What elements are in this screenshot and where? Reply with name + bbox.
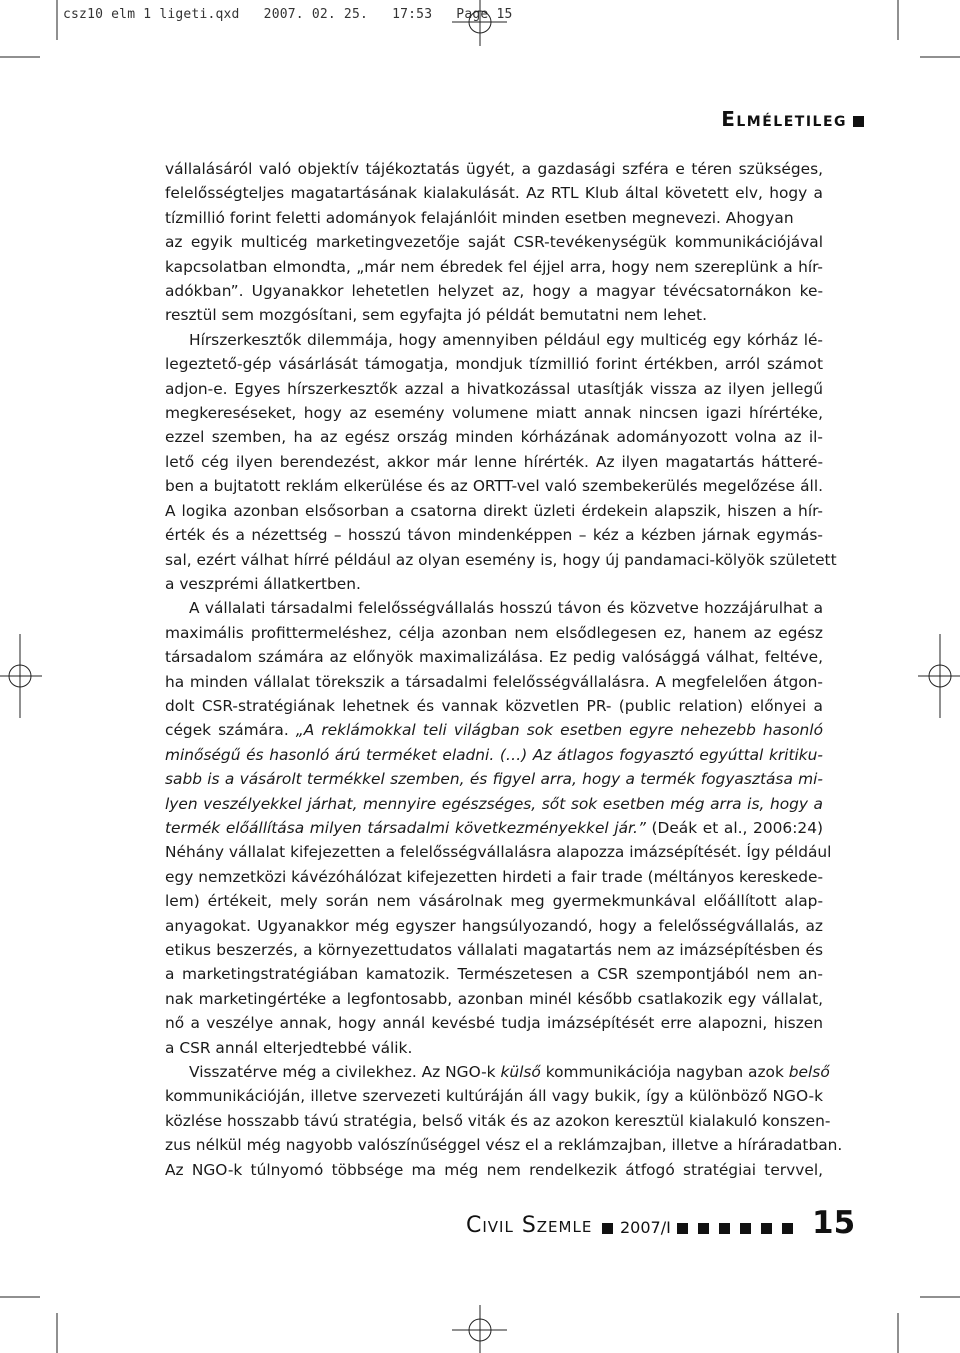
footer-square-icon — [698, 1223, 709, 1234]
text-run: Néhány vállalat kifejezetten a felelősségvállalásra alapozza imázsépítését. Így például — [165, 843, 832, 862]
text-run: felelősségteljes magatartásának kialakulását. Az RTL Klub által követett elv, hogy a — [165, 184, 823, 203]
text-run: A vállalati társadalmi felelősségvállalás hosszú távon és közvetve hozzájárulhat a — [189, 599, 823, 618]
italic-text: lyen veszélyekkel járhat, mennyire egészséges, sőt sok esetben még arra is, hogy a — [165, 794, 823, 813]
text-run: Hírszerkesztők dilemmája, hogy amennyiben például egy multicég egy kórház lé- — [189, 330, 823, 349]
footer-square-icon — [740, 1223, 751, 1234]
text-run: a marketingstratégiában kamatozik. Természetesen a CSR szempontjából nem an- — [165, 965, 823, 984]
text-line — [165, 792, 823, 816]
text-line — [165, 181, 823, 205]
text-line — [165, 987, 823, 1011]
text-run: lem) értékeit, mely során nem vásárolnak meg gyermekmunkával előállított alap- — [165, 892, 823, 911]
text-run: anyagokat. Ugyanakkor még egyszer hangsúlyozandó, hogy a felelősségvállalás, az — [165, 916, 823, 935]
text-line — [165, 816, 823, 840]
text-line — [165, 767, 823, 791]
text-line — [165, 670, 823, 694]
text-line — [165, 865, 823, 889]
text-line — [165, 328, 823, 352]
text-run: resztül sem mozgósítani, sem egyfajta jó példát bemutatni nem lehet. — [165, 306, 707, 325]
text-run: kommunikációja nagyban azok — [540, 1063, 789, 1082]
italic-text: belső — [788, 1063, 830, 1082]
footer-square-icon — [761, 1223, 772, 1234]
text-line — [165, 1036, 823, 1060]
text-line — [165, 499, 823, 523]
section-square-icon — [853, 116, 864, 127]
text-line — [165, 962, 823, 986]
registration-mark-top — [452, 0, 507, 46]
text-run: érték és a nézettség – hosszú távon mindenképpen – kéz a kézben járnak egymás- — [165, 526, 823, 545]
text-line — [165, 1060, 830, 1084]
text-line — [165, 425, 823, 449]
text-run: A logika azonban elsősorban a csatorna direkt üzleti érdekein alapszik, hiszen a hír- — [165, 501, 823, 520]
text-run: lető cég ilyen berendezést, akkor már lenne hírérték. Az ilyen magatartás hátteré- — [165, 452, 823, 471]
text-line — [165, 523, 823, 547]
issue-number: 2007/I — [620, 1218, 671, 1237]
text-run: megkereséseket, hogy az esemény volumene miatt annak nincsen igazi hírértéke, — [165, 404, 823, 423]
text-line — [165, 596, 823, 620]
text-run: kommunikációján, illetve szervezeti kultúráján áll vagy bukik, így a különböző NGO-k — [165, 1087, 823, 1106]
footer-square-icon — [782, 1223, 793, 1234]
journal-name: Civil Szemle — [466, 1213, 593, 1238]
text-run: sal, ezért válhat hírré például az olyan esemény is, hogy új pandamaci-kölyök született — [165, 550, 837, 569]
print-slug: csz10 elm 1 ligeti.qxd 2007. 02. 25. 17:53 Page 15 — [63, 7, 513, 22]
text-line — [165, 206, 823, 230]
text-line — [165, 352, 823, 376]
text-line — [165, 1084, 823, 1108]
text-line — [165, 1158, 823, 1182]
text-run: dolt CSR-stratégiának lehetnek és vannak közvetlen PR- (public relation) előnyei a — [165, 696, 823, 715]
italic-text: sabb is a vásárolt termékkel szemben, és figyel arra, hogy a termék fogyasztása mi- — [165, 770, 823, 789]
text-line — [165, 1011, 823, 1035]
text-line — [165, 377, 823, 401]
text-line — [165, 621, 823, 645]
text-line — [165, 450, 823, 474]
text-run: etikus beszerzés, a környezettudatos vállalati magatartás nem az imázsépítésben és — [165, 941, 823, 959]
text-run: társadalom számára az előnyök maximalizálása. Ez pedig valósággá válhat, feltéve, — [165, 648, 823, 667]
text-run: a CSR annál elterjedtebbé válik. — [165, 1038, 413, 1057]
text-line — [165, 645, 823, 669]
text-line — [165, 401, 823, 425]
italic-text: minőségű és hasonló árú terméket eladni. (…) Az átlagos fogyasztó egyúttal kritiku- — [165, 745, 823, 764]
text-run: az egyik multicég marketingvezetője saját CSR-tevékenységük kommunikációjával — [165, 233, 823, 252]
registration-mark-bottom — [452, 1305, 507, 1353]
text-run: kapcsolatban elmondta, „már nem ébredek fel éjjel arra, hogy nem szereplünk a hír- — [165, 257, 823, 276]
text-line — [165, 889, 823, 913]
text-line — [165, 279, 823, 303]
text-line — [165, 1133, 843, 1157]
text-run: tízmillió forint feletti adományok felajánlóit minden esetben megnevezi. Ahogyan — [165, 208, 794, 227]
text-run: adókban”. Ugyanakkor lehetetlen helyzet az, hogy a magyar tévécsatornákon ke- — [165, 282, 823, 301]
text-line — [165, 718, 823, 742]
text-run: a veszprémi állatkertben. — [165, 574, 361, 593]
text-run: ezzel szemben, ha az egész ország minden kórházának adományozott volna az il- — [165, 428, 823, 447]
text-line — [165, 572, 823, 596]
text-run: vállalásáról való objektív tájékoztatás ügyét, a gazdasági szféra e téren szükséges, — [165, 160, 823, 178]
text-line — [165, 743, 823, 767]
text-line — [165, 548, 837, 572]
text-line — [165, 694, 823, 718]
text-line — [165, 474, 823, 498]
text-line — [165, 938, 823, 962]
text-run: zus nélkül még nagyobb valószínűséggel vész el a reklámzajban, illetve a híráradatban. — [165, 1136, 843, 1155]
footer-square-icon — [602, 1223, 613, 1234]
registration-mark-left — [0, 634, 42, 718]
page-footer — [466, 1203, 856, 1243]
text-run: közlése hosszabb távú stratégia, belső viták és az azokon keresztül kialakuló konszen- — [165, 1111, 831, 1130]
text-run: legeztető-gép vásárlását támogatja, mondjuk tízmillió forint értékben, arról számot — [165, 355, 823, 374]
text-run: cégek számára. — [165, 721, 296, 740]
text-line — [165, 1109, 831, 1133]
text-run: adjon-e. Egyes hírszerkesztők azzal a hivatkozással utasítják vissza az ilyen jellegű — [165, 379, 823, 398]
italic-text: külső — [500, 1063, 541, 1082]
text-run: egy nemzetközi kávézóhálózat kifejezetten hirdeti a fair trade (méltányos kereskede- — [165, 867, 823, 886]
body-text — [165, 157, 843, 1182]
italic-text: termék előállítása milyen társadalmi következményekkel jár.” — [165, 818, 646, 837]
text-line — [165, 230, 823, 254]
text-run: nak marketingértéke a legfontosabb, azonban minél később csatlakozik egy vállalat, — [165, 989, 823, 1008]
text-run: maximális profittermeléshez, célja azonban nem elsődlegesen ez, hanem az egész — [165, 623, 823, 642]
text-line — [165, 157, 823, 181]
text-run: Az NGO-k túlnyomó többsége ma még nem rendelkezik átfogó stratégiai tervvel, — [165, 1160, 823, 1179]
page-number: 15 — [812, 1205, 856, 1241]
text-run: (Deák et al., 2006:24) — [645, 818, 823, 837]
registration-mark-right — [918, 634, 960, 718]
section-label: Elméletileg — [721, 107, 847, 131]
italic-text: „A reklámokkal teli világban sok esetben egyre nehezebb hasonló — [295, 721, 823, 740]
text-line — [165, 303, 823, 327]
text-run: nő a veszélye annak, hogy annál kevésbé tudja imázsépítését erre alapozni, hiszen — [165, 1014, 823, 1033]
text-run: ben a bujtatott reklám elkerülése és az ORTT-vel való szembekerülés megelőzése áll. — [165, 477, 823, 496]
text-line — [165, 840, 832, 864]
footer-square-icon — [719, 1223, 730, 1234]
text-run: ha minden vállalat törekszik a társadalmi felelősségvállalásra. A megfelelően átgon- — [165, 672, 823, 691]
text-line — [165, 255, 823, 279]
text-line — [165, 914, 823, 938]
footer-square-icon — [677, 1223, 688, 1234]
text-run: Visszatérve még a civilekhez. Az NGO-k — [189, 1063, 501, 1082]
